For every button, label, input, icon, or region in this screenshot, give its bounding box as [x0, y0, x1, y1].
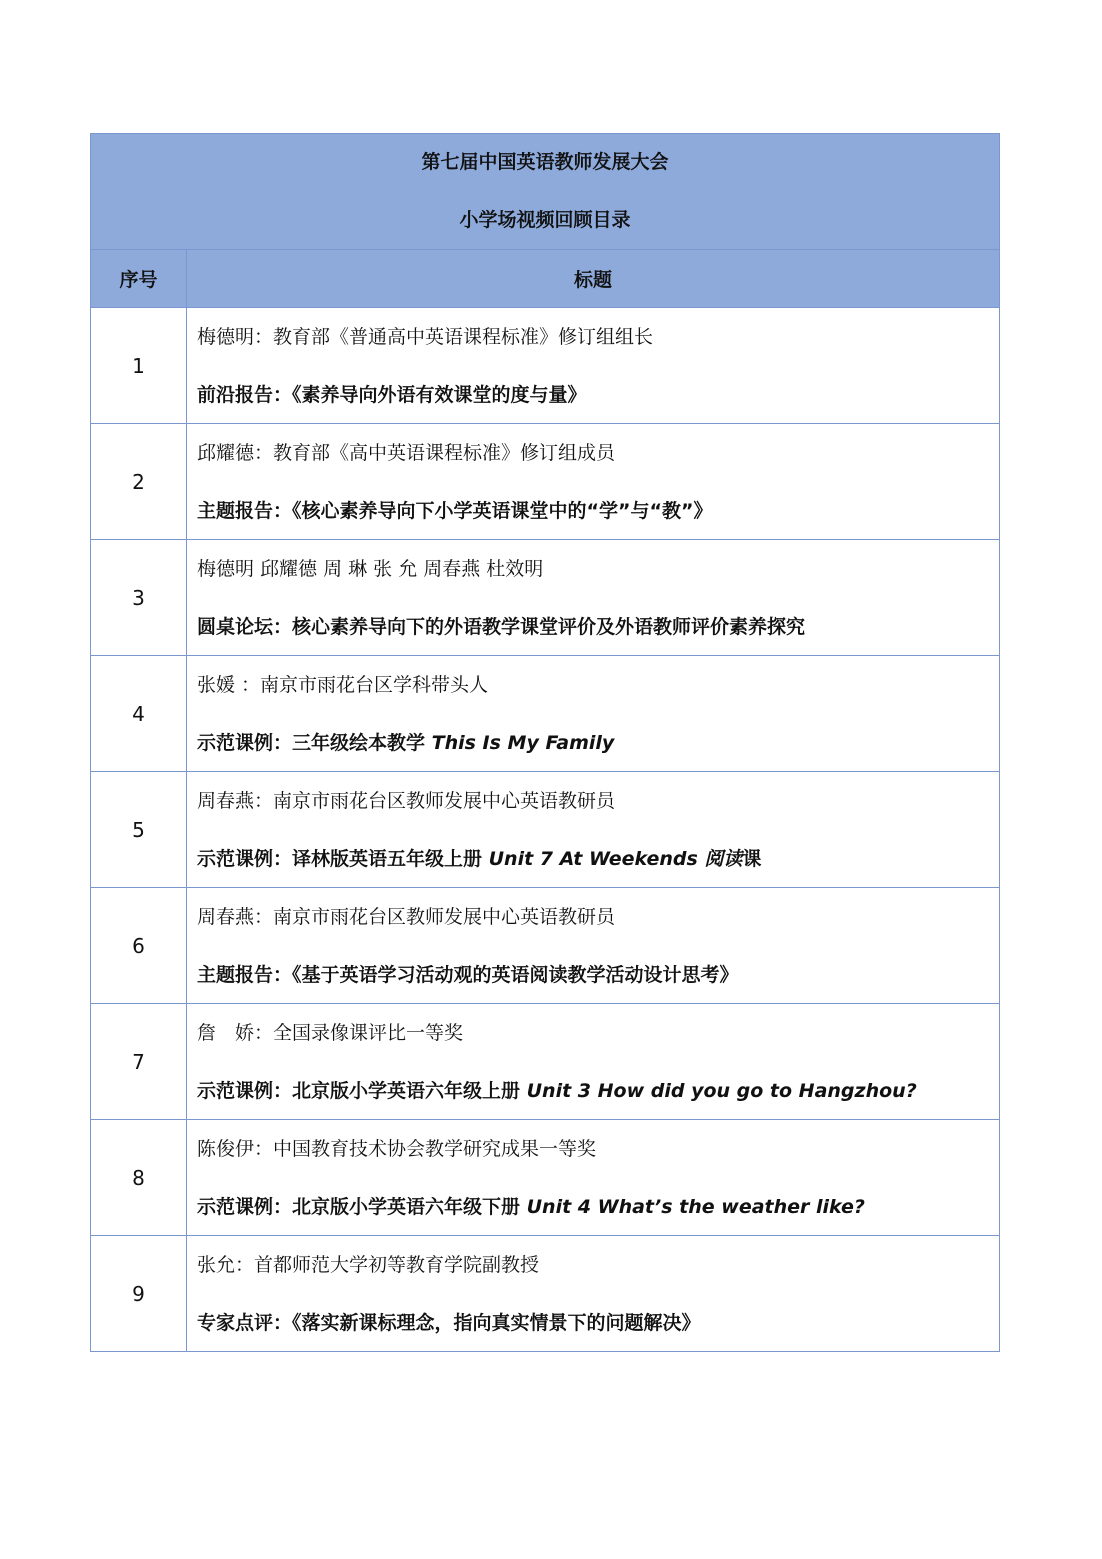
session-topic-text: 主题报告：《核心素养导向下小学英语课堂中的“学”与“教”》 — [197, 500, 713, 522]
session-topic — [197, 382, 991, 408]
table-row — [91, 424, 1000, 540]
session-topic-english: Unit 7 At Weekends 阅读 — [488, 848, 743, 870]
speaker-info: 陈俊伊：中国教育技术协会教学研究成果一等奖 — [197, 1138, 597, 1160]
row-content — [187, 540, 1000, 656]
row-content — [187, 1004, 1000, 1120]
row-number: 7 — [91, 1004, 187, 1120]
speaker-info: 张允：首都师范大学初等教育学院副教授 — [197, 1254, 540, 1276]
header-row — [91, 250, 1000, 308]
row-number: 8 — [91, 1120, 187, 1236]
session-topic — [197, 1310, 991, 1336]
session-topic-english: This Is My Family — [431, 732, 615, 754]
session-topic-text: 主题报告：《基于英语学习活动观的英语阅读教学活动设计思考》 — [197, 964, 739, 986]
title-row — [91, 134, 1000, 250]
catalog-subtitle: 小学场视频回顾目录 — [459, 209, 631, 231]
speaker-info: 梅德明：教育部《普通高中英语课程标准》修订组组长 — [197, 326, 654, 348]
row-content — [187, 772, 1000, 888]
row-number: 6 — [91, 888, 187, 1004]
row-number: 5 — [91, 772, 187, 888]
table-row — [91, 772, 1000, 888]
session-topic-suffix: 课 — [742, 848, 762, 870]
conference-title: 第七届中国英语教师发展大会 — [421, 151, 669, 173]
speaker-info: 詹 娇：全国录像课评比一等奖 — [197, 1022, 464, 1044]
row-content — [187, 308, 1000, 424]
catalog-rows — [91, 308, 1000, 1352]
speaker-info: 周春燕：南京市雨花台区教师发展中心英语教研员 — [197, 906, 616, 928]
row-content — [187, 1120, 1000, 1236]
table-title-cell — [91, 134, 1000, 250]
session-topic-text: 前沿报告：《素养导向外语有效课堂的度与量》 — [197, 384, 587, 406]
row-number: 1 — [91, 308, 187, 424]
header-num: 序号 — [91, 250, 187, 308]
session-topic — [197, 846, 991, 872]
session-topic-text: 示范课例：三年级绘本教学 — [197, 732, 432, 754]
table-row — [91, 1236, 1000, 1352]
session-topic — [197, 498, 991, 524]
session-topic — [197, 730, 991, 756]
speaker-info: 邱耀德：教育部《高中英语课程标准》修订组成员 — [197, 442, 616, 464]
session-topic — [197, 614, 991, 640]
header-title: 标题 — [187, 250, 1000, 308]
session-topic-text: 示范课例：译林版英语五年级上册 — [197, 848, 489, 870]
session-topic — [197, 962, 991, 988]
speaker-info: 周春燕：南京市雨花台区教师发展中心英语教研员 — [197, 790, 616, 812]
session-topic-text: 专家点评：《落实新课标理念，指向真实情景下的问题解决》 — [197, 1312, 701, 1334]
table-row — [91, 888, 1000, 1004]
session-topic-text: 圆桌论坛：核心素养导向下的外语教学课堂评价及外语教师评价素养探究 — [197, 616, 806, 638]
session-topic-text: 示范课例：北京版小学英语六年级上册 — [197, 1080, 527, 1102]
session-topic-english: Unit 4 What’s the weather like? — [526, 1196, 865, 1218]
session-topic-text: 示范课例：北京版小学英语六年级下册 — [197, 1196, 527, 1218]
video-catalog-table — [90, 133, 1000, 1352]
session-topic — [197, 1078, 991, 1104]
speaker-info: 张媛 ：南京市雨花台区学科带头人 — [197, 674, 489, 696]
row-content — [187, 888, 1000, 1004]
table-row — [91, 540, 1000, 656]
row-content — [187, 656, 1000, 772]
table-row — [91, 308, 1000, 424]
row-number: 3 — [91, 540, 187, 656]
row-content — [187, 424, 1000, 540]
row-content — [187, 1236, 1000, 1352]
session-topic — [197, 1194, 991, 1220]
row-number: 9 — [91, 1236, 187, 1352]
row-number: 4 — [91, 656, 187, 772]
row-number: 2 — [91, 424, 187, 540]
speaker-info: 梅德明 邱耀德 周 琳 张 允 周春燕 杜效明 — [197, 558, 544, 580]
table-row — [91, 1004, 1000, 1120]
table-row — [91, 656, 1000, 772]
table-row — [91, 1120, 1000, 1236]
session-topic-english: Unit 3 How did you go to Hangzhou? — [526, 1080, 917, 1102]
